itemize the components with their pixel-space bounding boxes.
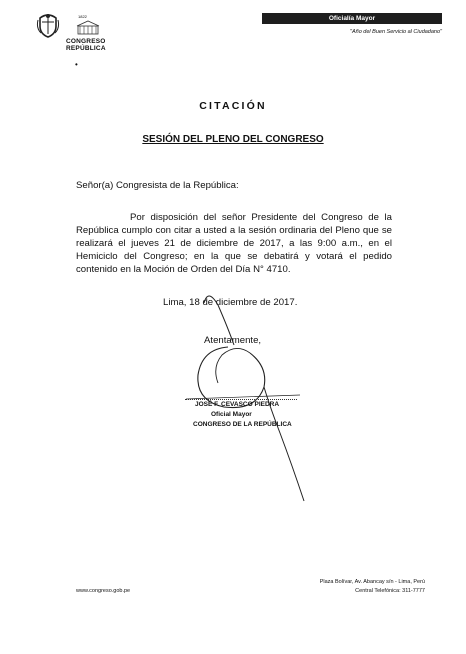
body-paragraph: Por disposición del señor Presidente del Congreso de la República cumplo con citar a usted a la sesión ordinaria del Pleno que se realizará el jueves 21 de diciembre de 2017, a las 9:00 a.m., en el Hemiciclo del Congreso; en la que se debatirá y votará el pedido contenido en la Moción de Orden del Día N° 4710. — [76, 212, 392, 275]
closing-text: Atentamente, — [204, 335, 262, 346]
handwritten-signature — [180, 283, 320, 508]
footer-address: Plaza Bolívar, Av. Abancay s/n - Lima, Perú — [319, 579, 425, 585]
bullet-mark: • — [75, 60, 78, 69]
footer-phone: Central Telefónica: 311-7777 — [355, 588, 425, 594]
footer-contact — [250, 578, 425, 596]
logo-text-line2: REPÚBLICA — [66, 45, 106, 52]
footer-website[interactable]: www.congreso.gob.pe — [76, 588, 131, 594]
signer-name: JOSÉ F. CEVASCO PIEDRA — [195, 401, 280, 408]
congress-building-icon — [76, 20, 100, 36]
year-motto: "Año del Buen Servicio al Ciudadano" — [350, 29, 442, 35]
office-header-bar: Oficialía Mayor — [262, 13, 442, 24]
coat-of-arms-icon — [36, 12, 60, 38]
logo-text-line1: CONGRESO — [66, 38, 106, 45]
congress-logo — [36, 12, 106, 52]
signature-line — [185, 399, 297, 400]
document-date: Lima, 18 de diciembre de 2017. — [163, 297, 298, 308]
logo-year: 1822 — [78, 14, 87, 19]
salutation: Señor(a) Congresista de la República: — [76, 180, 239, 191]
document-subtitle: SESIÓN DEL PLENO DEL CONGRESO — [142, 134, 324, 145]
signer-role: Oficial Mayor — [211, 411, 252, 418]
signer-organization: CONGRESO DE LA REPÚBLICA — [193, 421, 292, 428]
document-title: CITACIÓN — [199, 100, 267, 112]
logo-text — [66, 38, 106, 52]
